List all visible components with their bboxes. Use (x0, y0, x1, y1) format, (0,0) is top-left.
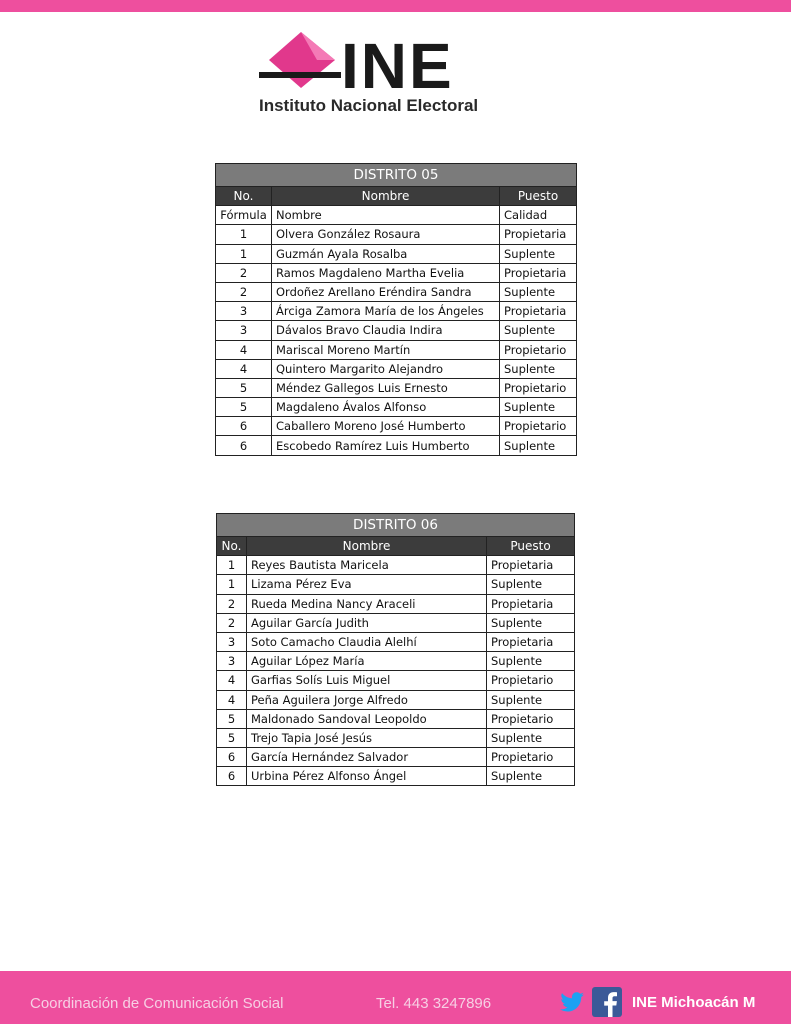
cell-position: Propietario (487, 748, 575, 767)
cell-name: Magdaleno Ávalos Alfonso (272, 398, 500, 417)
cell-number: 4 (217, 671, 247, 690)
cell-number: 3 (217, 652, 247, 671)
column-header-no: No. (216, 187, 272, 206)
cell-name: Aguilar López María (247, 652, 487, 671)
cell-position: Suplente (500, 436, 577, 455)
cell-name: Dávalos Bravo Claudia Indira (272, 321, 500, 340)
table-row (217, 575, 575, 594)
table-row (216, 321, 577, 340)
table-row (217, 690, 575, 709)
cell-number: 5 (217, 728, 247, 747)
column-header-puesto: Puesto (487, 537, 575, 556)
cell-number: 1 (216, 244, 272, 263)
cell-number: 3 (216, 302, 272, 321)
table-row (217, 632, 575, 651)
cell-position: Propietaria (487, 594, 575, 613)
cell-position: Suplente (487, 728, 575, 747)
column-header-nombre: Nombre (272, 187, 500, 206)
cell-name: Méndez Gallegos Luis Ernesto (272, 378, 500, 397)
cell-number: 5 (216, 398, 272, 417)
cell-number: 3 (216, 321, 272, 340)
cell-position: Suplente (500, 282, 577, 301)
table-row (216, 417, 577, 436)
twitter-icon[interactable] (557, 987, 587, 1017)
cell-position: Propietario (500, 378, 577, 397)
district-05-table (215, 163, 577, 456)
cell-number: 1 (217, 575, 247, 594)
cell-number: 6 (216, 436, 272, 455)
cell-position: Suplente (487, 652, 575, 671)
column-header-puesto: Puesto (500, 187, 577, 206)
table-row (216, 378, 577, 397)
cell-number: 4 (216, 340, 272, 359)
cell-number: 2 (216, 282, 272, 301)
table-row (216, 359, 577, 378)
table-row (217, 652, 575, 671)
table-row (216, 244, 577, 263)
table-row (217, 728, 575, 747)
cell-position: Suplente (487, 767, 575, 786)
cell-name: Guzmán Ayala Rosalba (272, 244, 500, 263)
cell-number: 1 (217, 556, 247, 575)
table-row (216, 340, 577, 359)
cell-number: 2 (217, 594, 247, 613)
footer-social-handle: INE Michoacán M (632, 994, 756, 1011)
cell-name: Caballero Moreno José Humberto (272, 417, 500, 436)
cell-position: Propietario (487, 709, 575, 728)
cell-number: 6 (216, 417, 272, 436)
cell-position: Propietaria (487, 556, 575, 575)
cell-name: Ramos Magdaleno Martha Evelia (272, 263, 500, 282)
logo-letters: INE (341, 30, 454, 102)
cell-position: Suplente (500, 244, 577, 263)
cell-number: 5 (217, 709, 247, 728)
cell-number: 4 (217, 690, 247, 709)
table-row (217, 767, 575, 786)
cell-name: Escobedo Ramírez Luis Humberto (272, 436, 500, 455)
cell-name: Quintero Margarito Alejandro (272, 359, 500, 378)
district-06-table (216, 513, 575, 786)
cell-name: Trejo Tapia José Jesús (247, 728, 487, 747)
table-row (216, 282, 577, 301)
column-header-nombre: Nombre (247, 537, 487, 556)
cell-position: Suplente (487, 690, 575, 709)
org-name: Instituto Nacional Electoral (259, 96, 479, 115)
ballot-box-icon (255, 30, 345, 90)
cell-name: García Hernández Salvador (247, 748, 487, 767)
cell-name: Peña Aguilera Jorge Alfredo (247, 690, 487, 709)
cell-name: Lizama Pérez Eva (247, 575, 487, 594)
cell-name: Maldonado Sandoval Leopoldo (247, 709, 487, 728)
table-title: DISTRITO 06 (217, 514, 575, 537)
cell-position: Propietaria (487, 632, 575, 651)
cell-number: 5 (216, 378, 272, 397)
table-row (216, 436, 577, 455)
footer-bar (0, 971, 791, 1024)
table-row (217, 613, 575, 632)
cell-position: Propietario (500, 340, 577, 359)
cell-name: Olvera González Rosaura (272, 225, 500, 244)
cell-number: 6 (217, 748, 247, 767)
cell-position: Suplente (487, 575, 575, 594)
cell-number: 2 (217, 613, 247, 632)
cell-position: Propietario (487, 671, 575, 690)
cell-position: Suplente (500, 398, 577, 417)
table-row (217, 748, 575, 767)
footer-department: Coordinación de Comunicación Social (30, 995, 284, 1012)
cell-name: Rueda Medina Nancy Araceli (247, 594, 487, 613)
footer-phone: Tel. 443 3247896 (376, 995, 492, 1012)
table-row (216, 225, 577, 244)
cell-name: Garfias Solís Luis Miguel (247, 671, 487, 690)
table-row (216, 302, 577, 321)
cell-position: Suplente (500, 321, 577, 340)
top-accent-bar (0, 0, 791, 12)
cell-name: Soto Camacho Claudia Alelhí (247, 632, 487, 651)
cell-number: 6 (217, 767, 247, 786)
table-row (217, 709, 575, 728)
cell-position: Propietaria (500, 302, 577, 321)
facebook-icon[interactable] (592, 987, 622, 1017)
cell-number: 3 (217, 632, 247, 651)
cell-name: Reyes Bautista Maricela (247, 556, 487, 575)
cell-number: Fórmula (216, 206, 272, 225)
table-row (217, 671, 575, 690)
table-row (217, 594, 575, 613)
cell-name: Ordoñez Arellano Eréndira Sandra (272, 282, 500, 301)
cell-name: Mariscal Moreno Martín (272, 340, 500, 359)
cell-name: Nombre (272, 206, 500, 225)
cell-position: Suplente (487, 613, 575, 632)
cell-position: Calidad (500, 206, 577, 225)
table-row (216, 206, 577, 225)
table-title: DISTRITO 05 (216, 164, 577, 187)
cell-position: Suplente (500, 359, 577, 378)
cell-position: Propietaria (500, 263, 577, 282)
ine-logo (255, 30, 525, 120)
table-row (216, 398, 577, 417)
cell-number: 1 (216, 225, 272, 244)
cell-position: Propietario (500, 417, 577, 436)
cell-name: Árciga Zamora María de los Ángeles (272, 302, 500, 321)
cell-name: Aguilar García Judith (247, 613, 487, 632)
cell-name: Urbina Pérez Alfonso Ángel (247, 767, 487, 786)
table-row (216, 263, 577, 282)
cell-position: Propietaria (500, 225, 577, 244)
table-row (217, 556, 575, 575)
cell-number: 2 (216, 263, 272, 282)
column-header-no: No. (217, 537, 247, 556)
cell-number: 4 (216, 359, 272, 378)
